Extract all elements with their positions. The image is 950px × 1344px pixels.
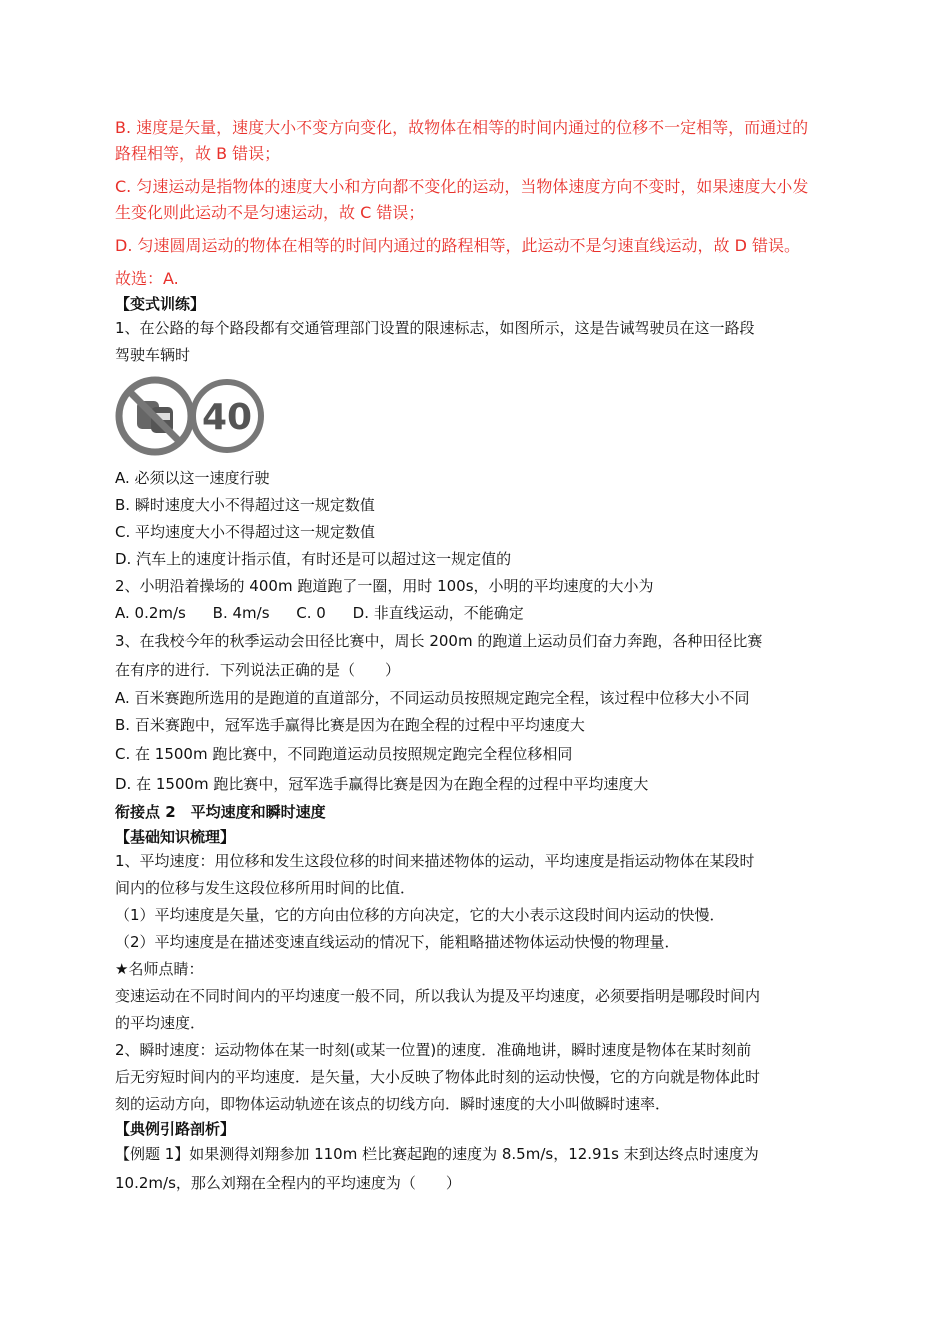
q3-stem-line1: 3、在我校今年的秋季运动会田径比赛中，周长 200m 的跑道上运动员们奋力奔跑，各种田径比赛 — [115, 632, 763, 650]
q1-option-c: C. 平均速度大小不得超过这一规定数值 — [115, 523, 376, 541]
q3-option-a: A. 百米赛跑所选用的是跑道的直道部分，不同运动员按照规定跑完全程，该过程中位移大小不同 — [115, 689, 750, 707]
answer-c-line2: 生变化则此运动不是匀速运动，故 C 错误； — [115, 203, 425, 222]
q1-option-d: D. 汽车上的速度计指示值，有时还是可以超过这一规定值的 — [115, 550, 512, 568]
section-2 — [115, 799, 845, 1198]
q2-option-a: A. 0.2m/s — [115, 604, 186, 622]
q3-stem-line2: 在有序的进行．下列说法正确的是（ ） — [115, 661, 401, 679]
q2-option-c: C. 0 — [296, 604, 326, 622]
practice-heading: 【变式训练】 — [115, 295, 206, 313]
inst-speed-line3: 刻的运动方向，即物体运动轨迹在该点的切线方向．瞬时速度的大小叫做瞬时速率． — [115, 1095, 671, 1113]
q2-options — [115, 600, 845, 627]
document-page — [115, 118, 845, 1198]
q1-stem-line1: 1、在公路的每个路段都有交通管理部门设置的限速标志，如图所示，这是告诫驾驶员在这一路段 — [115, 319, 755, 337]
answer-d-line: D. 匀速圆周运动的物体在相等的时间内通过的路程相等，此运动不是匀速直线运动，故 D 错误。 — [115, 236, 800, 255]
tip-line1: 变速运动在不同时间内的平均速度一般不同，所以我认为提及平均速度，必须要指明是哪段时间内 — [115, 987, 761, 1005]
speed-limit-sign-icon — [189, 371, 269, 461]
practice-section — [115, 293, 845, 799]
tip-line2: 的平均速度． — [115, 1014, 206, 1032]
q3-option-c: C. 在 1500m 跑比赛中，不同跑道运动员按照规定跑完全程位移相同 — [115, 745, 573, 763]
tip-heading: ★名师点睛： — [115, 960, 204, 978]
q1-option-a: A. 必须以这一速度行驶 — [115, 469, 270, 487]
example1-line1: 【例题 1】如果测得刘翔参加 110m 栏比赛起跑的速度为 8.5m/s，12.91s 末到达终点时速度为 — [115, 1145, 759, 1163]
avg-speed-line2: 间内的位移与发生这段位移所用时间的比值． — [115, 879, 416, 897]
inst-speed-line2: 后无穷短时间内的平均速度．是矢量，大小反映了物体此时刻的运动快慢，它的方向就是物体此时 — [115, 1068, 761, 1086]
q2-option-d: D. 非直线运动，不能确定 — [352, 604, 524, 622]
section2-title: 衔接点 2 平均速度和瞬时速度 — [115, 803, 326, 821]
q1-option-b: B. 瞬时速度大小不得超过这一规定数值 — [115, 496, 375, 514]
inst-speed-line1: 2、瞬时速度：运动物体在某一时刻(或某一位置)的速度．准确地讲，瞬时速度是物体在某时刻前 — [115, 1041, 752, 1059]
avg-speed-item1: （1）平均速度是矢量，它的方向由位移的方向决定，它的大小表示这段时间内运动的快慢． — [115, 906, 725, 924]
answer-c-line1: C. 匀速运动是指物体的速度大小和方向都不变化的运动，当物体速度方向不变时，如果速度大小发 — [115, 177, 809, 196]
avg-speed-item2: （2）平均速度是在描述变速直线运动的情况下，能粗略描述物体运动快慢的物理量． — [115, 933, 680, 951]
q1-stem-line2: 驾驶车辆时 — [115, 346, 191, 364]
answer-explanation — [115, 118, 845, 289]
example-heading: 【典例引路剖析】 — [115, 1120, 236, 1138]
q2-option-b: B. 4m/s — [212, 604, 270, 622]
q3-option-d: D. 在 1500m 跑比赛中，冠军选手赢得比赛是因为在跑全程的过程中平均速度大 — [115, 775, 649, 793]
q3-option-b: B. 百米赛跑中，冠军选手赢得比赛是因为在跑全程的过程中平均速度大 — [115, 716, 585, 734]
answer-b-line2: 路程相等，故 B 错误； — [115, 144, 281, 163]
speed-limit-number: 40 — [201, 397, 253, 438]
answer-choice: 故选：A. — [115, 269, 179, 288]
example1-line2: 10.2m/s，那么刘翔在全程内的平均速度为（ ） — [115, 1174, 461, 1192]
basics-heading: 【基础知识梳理】 — [115, 828, 236, 846]
speed-signs-figure — [115, 371, 845, 461]
answer-b-line1: B. 速度是矢量，速度大小不变方向变化，故物体在相等的时间内通过的位移不一定相等，而通过的 — [115, 118, 809, 137]
avg-speed-line1: 1、平均速度：用位移和发生这段位移的时间来描述物体的运动，平均速度是指运动物体在某段时 — [115, 852, 755, 870]
q2-stem: 2、小明沿着操场的 400m 跑道跑了一圈，用时 100s，小明的平均速度的大小为 — [115, 577, 654, 595]
